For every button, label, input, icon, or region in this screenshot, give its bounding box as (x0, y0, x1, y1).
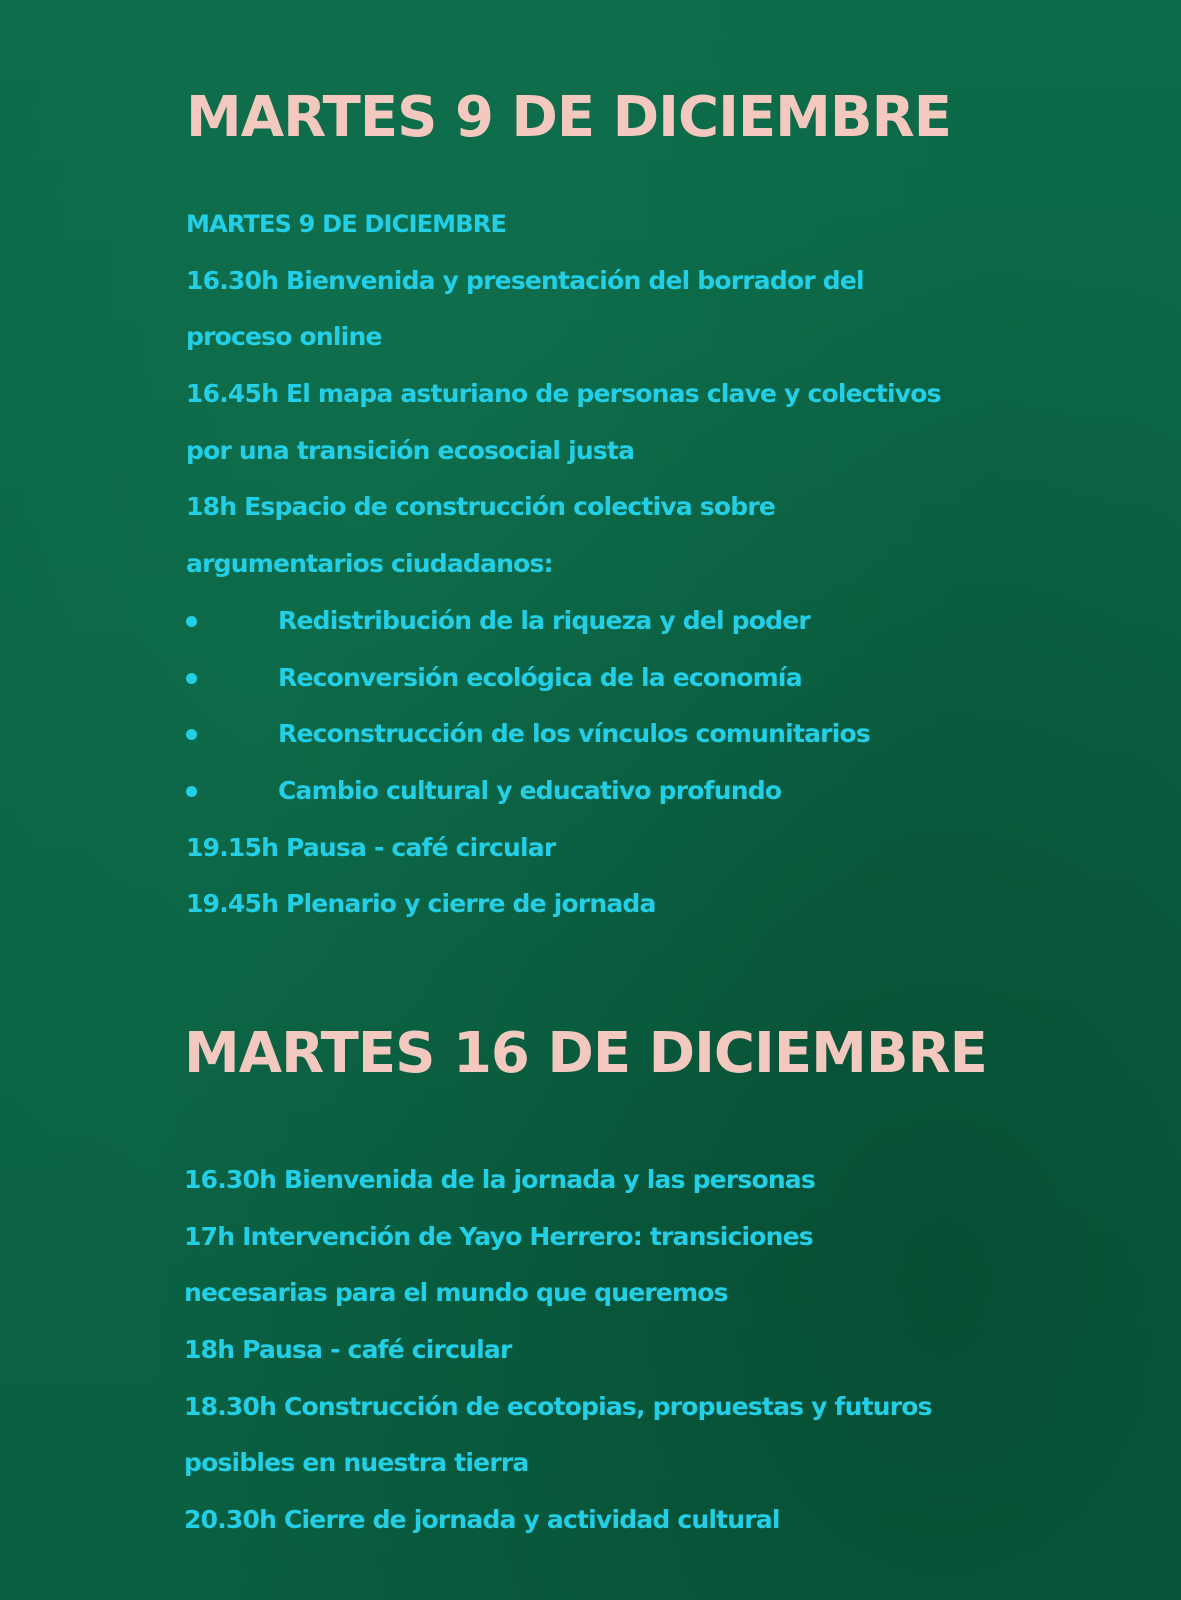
schedule-item: 16.45h El mapa asturiano de personas clave y colectivos (186, 379, 941, 409)
bullet-text: Reconstrucción de los vínculos comunitarios (278, 719, 870, 749)
schedule-item: necesarias para el mundo que queremos (184, 1278, 728, 1308)
bullet-item (186, 650, 941, 707)
schedule-item: argumentarios ciudadanos: (186, 549, 553, 579)
bullet-dot-icon (186, 729, 197, 740)
schedule-sub-heading: MARTES 9 DE DICIEMBRE (186, 210, 507, 238)
bullet-dot-icon (186, 616, 197, 627)
day-heading-dec-16: MARTES 16 DE DICIEMBRE (184, 1021, 987, 1086)
schedule-item: 18.30h Construcción de ecotopias, propuestas y futuros (184, 1391, 932, 1421)
schedule-item: 20.30h Cierre de jornada y actividad cultural (184, 1505, 780, 1535)
bullet-dot-icon (186, 786, 197, 797)
schedule-item: 18h Espacio de construcción colectiva sobre (186, 492, 776, 522)
schedule-item: proceso online (186, 322, 382, 352)
schedule-item: 19.45h Plenario y cierre de jornada (186, 889, 656, 919)
schedule-item: 16.30h Bienvenida y presentación del borrador del (186, 265, 864, 295)
bullet-item (186, 763, 941, 820)
bullet-text: Reconversión ecológica de la economía (278, 662, 802, 692)
schedule-dec-16 (184, 1152, 932, 1549)
schedule-dec-9 (186, 196, 941, 933)
bullet-text: Cambio cultural y educativo profundo (278, 775, 782, 805)
bullet-dot-icon (186, 673, 197, 684)
schedule-item: 16.30h Bienvenida de la jornada y las personas (184, 1165, 815, 1194)
bullet-text: Redistribución de la riqueza y del poder (278, 605, 810, 635)
bullet-item (186, 593, 941, 650)
schedule-item: posibles en nuestra tierra (184, 1448, 529, 1478)
schedule-item: 18h Pausa - café circular (184, 1335, 512, 1365)
day-heading-dec-9: MARTES 9 DE DICIEMBRE (186, 85, 951, 150)
schedule-item: 19.15h Pausa - café circular (186, 832, 556, 862)
schedule-item: por una transición ecosocial justa (186, 435, 635, 465)
schedule-item: 17h Intervención de Yayo Herrero: transiciones (184, 1221, 813, 1251)
bullet-item (186, 706, 941, 763)
